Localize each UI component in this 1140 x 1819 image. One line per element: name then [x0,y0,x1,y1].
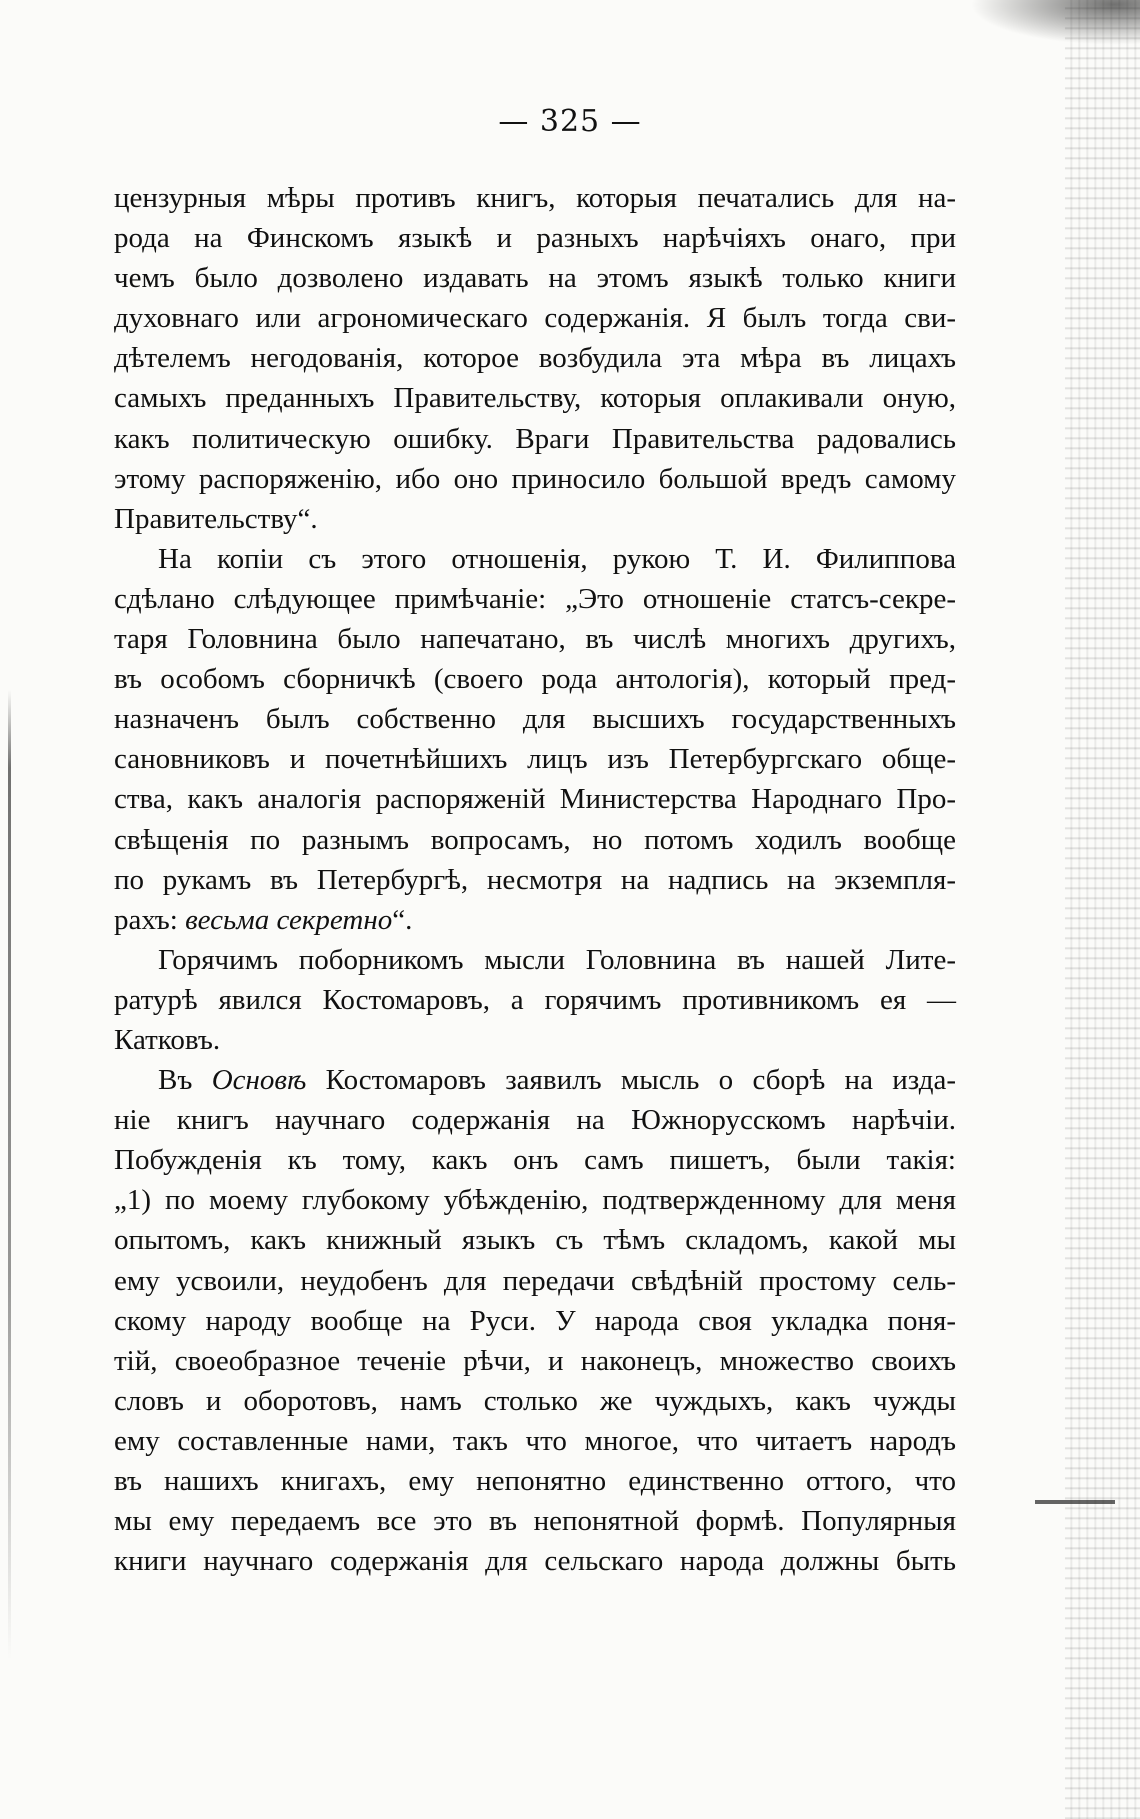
text-line: самыхъ преданныхъ Правительству, которыя оплакивали оную, [114,382,956,415]
text-line [114,1060,956,1100]
scan-left-edge-mark [8,690,11,1660]
text-line: Правительству“. [114,502,318,535]
text-line: въ особомъ сборничкѣ (своего рода антологія), который пред- [114,663,956,696]
text-line: духовнаго или агрономическаго содержанія. Я былъ тогда сви- [114,302,956,335]
scan-edge-noise [1065,0,1140,1819]
text-line: словъ и оборотовъ, намъ столько же чуждыхъ, какъ чужды [114,1384,956,1417]
text-line [114,900,956,940]
page-number: — 325 — [498,104,642,139]
text-line: сдѣлано слѣдующее примѣчаніе: „Это отношеніе статсъ-секре- [114,582,956,615]
text-line: цензурныя мѣры противъ книгъ, которыя печатались для на- [114,182,956,214]
scan-bottom-mark [1035,1500,1115,1504]
text-line: въ нашихъ книгахъ, ему непонятно единственно оттого, что [114,1465,956,1497]
text-line: Горячимъ поборникомъ мысли Головнина въ нашей Лите- [158,943,956,976]
text-line: чемъ было дозволено издавать на этомъ языкѣ только книги [114,262,956,295]
text-line: по рукамъ въ Петербургѣ, несмотря на надпись на экземпля- [114,863,956,896]
text-line: дѣтелемъ негодованія, которое возбудила эта мѣра въ лицахъ [114,342,956,375]
text-fragment: Въ [158,1064,193,1097]
text-line: сановниковъ и почетнѣйшихъ лицъ изъ Петербургскаго обще- [114,743,956,776]
text-line: На копіи съ этого отношенія, рукою Т. И. Филиппова [158,542,956,575]
text-line: тій, своеобразное теченіе рѣчи, и наконецъ, множество своихъ [114,1344,956,1377]
body-text [114,178,956,1581]
text-line: этому распоряженію, ибо оно приносило большой вредъ самому [114,462,956,495]
text-line: какъ политическую ошибку. Враги Правительства радовались [114,422,956,455]
text-line: ему усвоили, неудобенъ для передачи свѣдѣній простому сель- [114,1264,956,1297]
text-line: рода на Финскомъ языкѣ и разныхъ нарѣчіяхъ онаго, при [114,222,956,255]
text-line: книги научнаго содержанія для сельскаго народа должны быть [114,1545,956,1578]
text-line: Побужденія къ тому, какъ онъ самъ пишетъ, были такія: [114,1144,956,1177]
text-line: ства, какъ аналогія распоряженій Министерства Народнаго Про- [114,783,956,816]
text-fragment: “. [392,903,413,936]
text-line: скому народу вообще на Руси. У народа своя укладка поня- [114,1304,956,1337]
text-line: свѣщенія по разнымъ вопросамъ, но потомъ ходилъ вообще [114,823,956,856]
text-line: назначенъ былъ собственно для высшихъ государственныхъ [114,703,956,736]
text-line: Катковъ. [114,1023,221,1056]
text-line: „1) по моему глубокому убѣжденію, подтвержденному для меня [114,1184,956,1217]
text-fragment: рахъ: [114,903,178,936]
text-fragment: Костомаровъ заявилъ мысль о сборѣ на изда- [325,1064,957,1097]
scan-corner-shadow [970,0,1140,45]
text-line: ніе книгъ научнаго содержанія на Южнорусскомъ нарѣчіи. [114,1104,956,1137]
text-line: ему составленные нами, такъ что многое, что читаетъ народъ [114,1424,956,1457]
italic-phrase: весьма секретно [185,903,393,936]
text-line: ратурѣ явился Костомаровъ, а горячимъ противникомъ ея — [114,983,956,1016]
text-line: опытомъ, какъ книжный языкъ съ тѣмъ складомъ, какой мы [114,1224,956,1257]
text-line: мы ему передаемъ все это въ непонятной формѣ. Популярныя [114,1505,956,1538]
italic-phrase: Основѣ [211,1064,307,1097]
text-line: таря Головнина было напечатано, въ числѣ многихъ другихъ, [114,623,956,656]
